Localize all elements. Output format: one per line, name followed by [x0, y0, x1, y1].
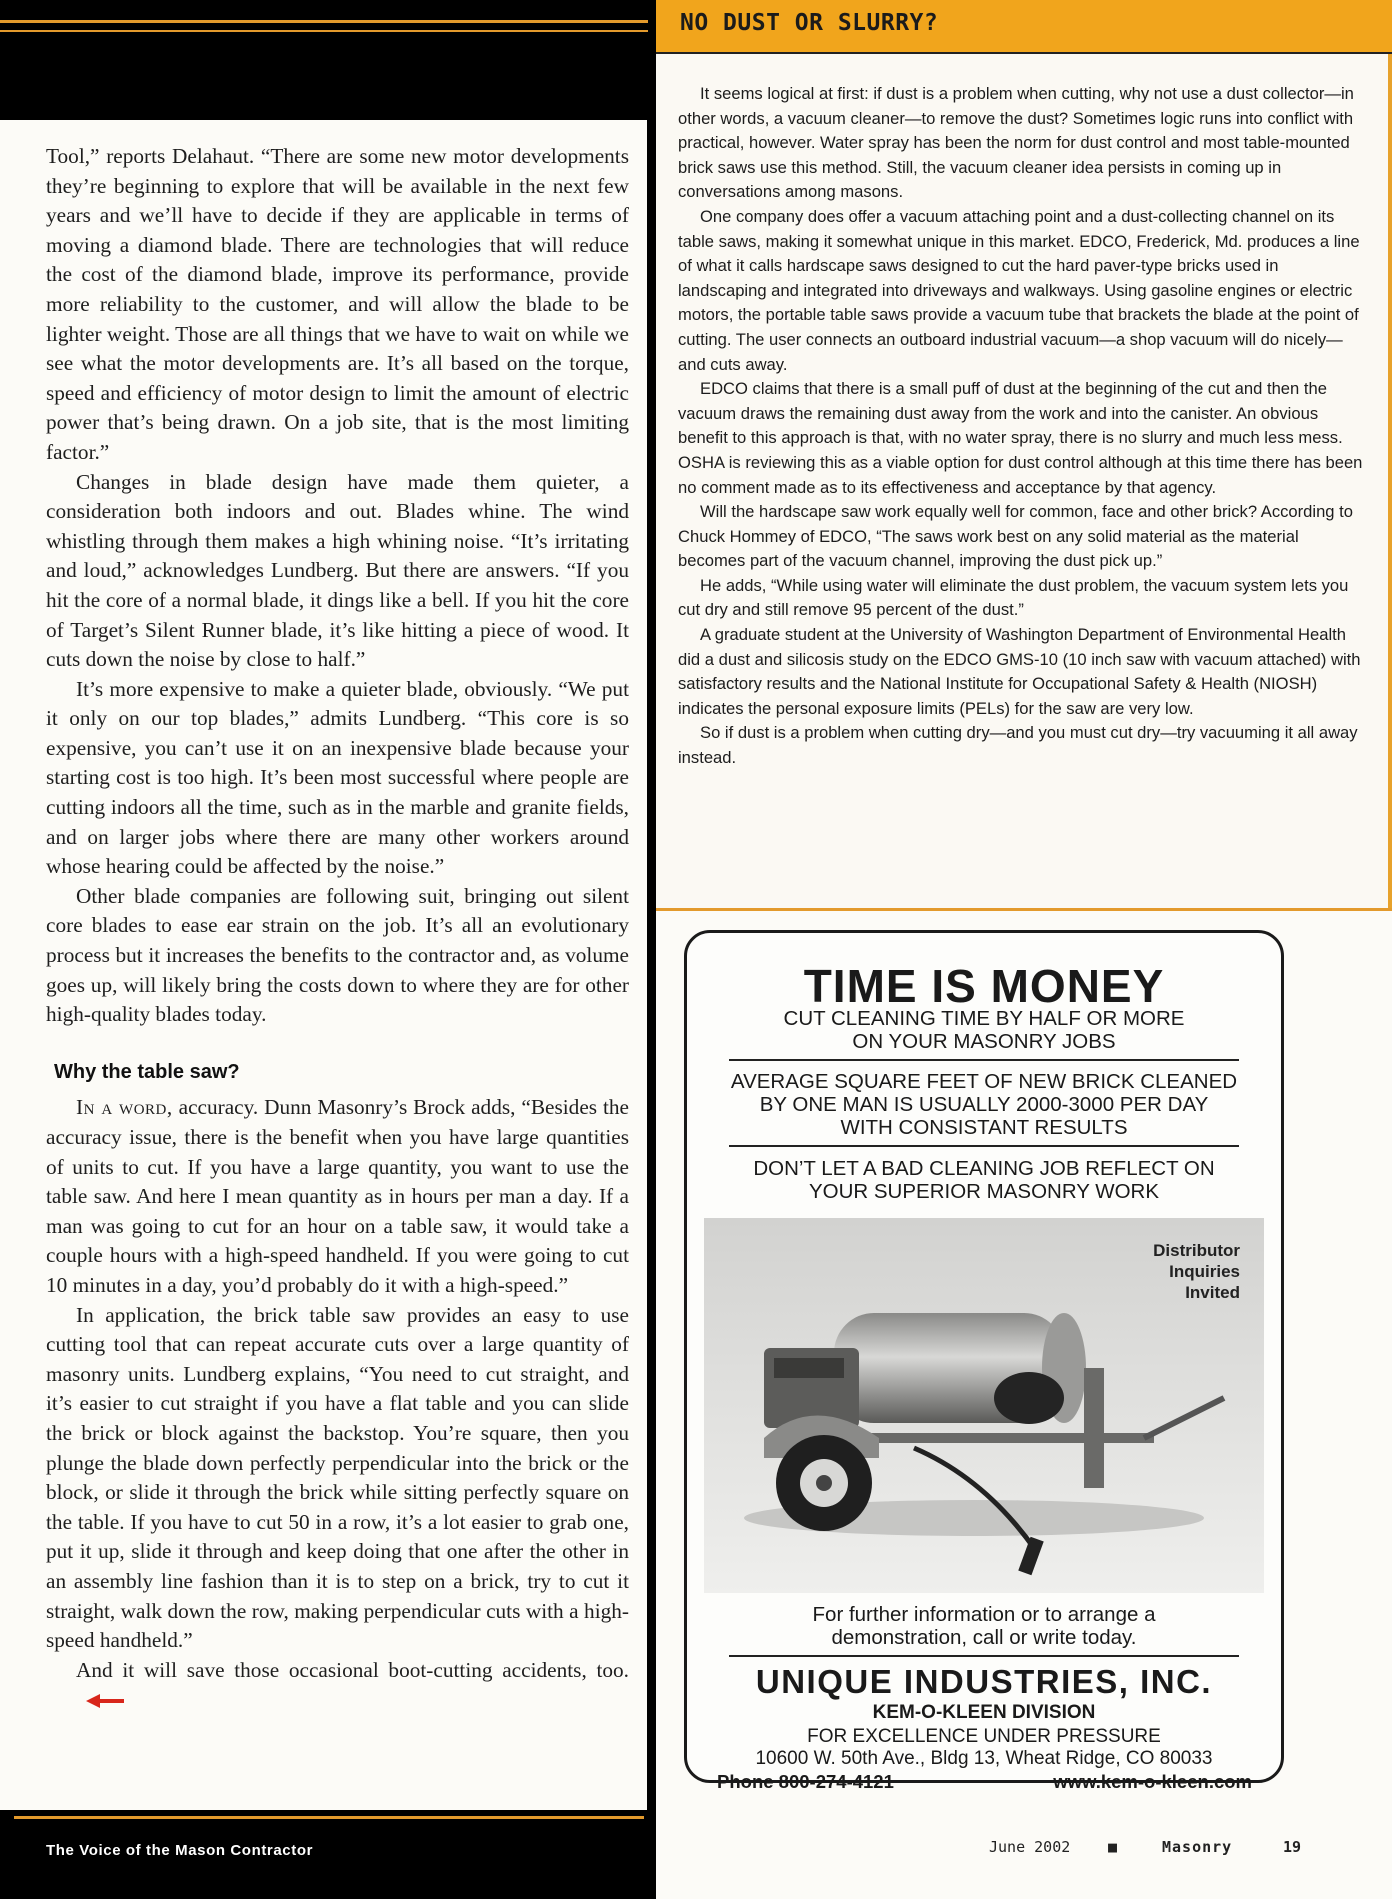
ad-subline: CUT CLEANING TIME BY HALF OR MORE — [783, 1007, 1185, 1030]
distributor-note — [1153, 1240, 1240, 1303]
footer-date: June 2002 — [989, 1838, 1071, 1856]
ad-phone: Phone 800-274-4121 — [717, 1771, 894, 1792]
article-paragraph: In application, the brick table saw provides an easy to use cutting tool that can repeat accurate cuts over a large quantity of masonry units. Lundberg explains, “You need to cut straight, and it’s easier to cut straight if you have a flat table and you can slide the brick or block against the backstop. You’re square, then you plunge the blade down perfectly perpendicular into the brick or the block, or slide it through the brick while sitting perfectly square on the table. If you have to cut 50 in a row, it’s a lot easier to grab one, put it up, slide it through and keep doing that one after the other in an assembly line fashion than it is to step on a brick, try to cut it straight, walk down the row, making perpendicular cuts with a high-speed handheld.” — [46, 1302, 629, 1653]
sidebar-header — [656, 0, 1392, 54]
article-paragraph: Other blade companies are following suit, bringing out silent core blades to ease ear strain on the job. It’s all an evolutionary process but it increases the benefits to the contractor and, as volume goes up, will likely bring the costs down to where they are for other high-quality blades today. — [46, 883, 629, 1027]
ad-website: www.kem-o-kleen.com — [1053, 1771, 1252, 1792]
article-column — [0, 120, 647, 1810]
lead-paragraph-text: accuracy. Dunn Masonry’s Brock adds, “Besides the accuracy issue, there is the benefit when you have large quantities of units to cut. If you have a large quantity, you want to use the table saw. And here I mean quantity as in hours per man a day. If a man was going to cut for an hour on a table saw, it would take a couple hours with a high-speed handheld. If you were going to cut 10 minutes in a day, you’d probably do it with a high-speed.” — [46, 1095, 629, 1297]
sidebar-paragraph: Will the hardscape saw work equally well for common, face and other brick? According to Chuck Hommey of EDCO, “The saws work best on any solid material as the material becomes part of the vacuum channel, improving the dust pick up.” — [678, 502, 1353, 571]
footer-magazine: Masonry — [1162, 1838, 1233, 1856]
equipment-photo — [704, 1218, 1264, 1593]
distributor-line: Invited — [1185, 1283, 1240, 1302]
footer-page-number: 19 — [1283, 1838, 1302, 1856]
sidebar-body — [678, 82, 1363, 771]
column-divider — [648, 0, 656, 1899]
article-paragraph: Tool,” reports Delahaut. “There are some new motor developments they’re beginning to explore that will be available in the next few years and we’ll have to decide if they are applicable in terms of moving a diamond blade. There are technologies that will reduce the cost of the diamond blade, improve its performance, provide more reliability to the customer, and will allow the blade to be lighter weight. Those are all things that we have to wait on while we see what the motor developments are. It’s all based on the torque, speed and efficiency of motor design to limit the amount of electric power that’s being drawn. On a job site, that is the most limiting factor.” — [46, 144, 629, 464]
ad-division: KEM-O-KLEEN DIVISION — [872, 1702, 1096, 1723]
sidebar-paragraph: He adds, “While using water will eliminate the dust problem, the vacuum system lets you cut dry and still remove 95 percent of the dust.” — [678, 575, 1349, 620]
ad-cta-line: demonstration, call or write today. — [831, 1626, 1137, 1649]
closing-text: And it will save those occasional boot-cutting accidents, too. — [76, 1657, 629, 1682]
advertisement — [684, 930, 1284, 1792]
left-footer — [0, 1810, 650, 1899]
article-subhead: Why the table saw? — [54, 1060, 240, 1083]
ad-cta-line: For further information or to arrange a — [812, 1603, 1156, 1626]
sidebar-box — [656, 54, 1392, 909]
ad-warning-line: YOUR SUPERIOR MASONRY WORK — [808, 1180, 1160, 1203]
ad-divider — [729, 1145, 1239, 1147]
footer-rule — [14, 1816, 644, 1819]
ad-address: 10600 W. 50th Ave., Bldg 13, Wheat Ridge, CO 80033 — [755, 1748, 1213, 1769]
ad-stat-line: BY ONE MAN IS USUALLY 2000-3000 PER DAY — [759, 1093, 1209, 1116]
sidebar-paragraph: EDCO claims that there is a small puff of dust at the beginning of the cut and then the vacuum draws the remaining dust away from the work and into the canister. An obvious benefit to this approach is that, with no water spray, there is no slurry and much less mess. OSHA is reviewing this as a viable option for dust control although at this time there has been no comment made as to its effectiveness and acceptance by that agency. — [678, 379, 1363, 497]
article-closing — [46, 1656, 629, 1717]
distributor-line: Inquiries — [1169, 1262, 1240, 1281]
ad-slogan: FOR EXCELLENCE UNDER PRESSURE — [807, 1726, 1161, 1747]
header-rule-bottom — [0, 30, 650, 32]
ad-divider — [729, 1655, 1239, 1657]
ad-subline: ON YOUR MASONRY JOBS — [852, 1030, 1116, 1053]
ad-divider — [729, 1059, 1239, 1061]
right-footer — [656, 1838, 1392, 1878]
sidebar-paragraph: One company does offer a vacuum attaching point and a dust-collecting channel on its table saws, making it somewhat unique in this market. EDCO, Frederick, Md. produces a line of what it calls hardscape saws designed to cut the hard paver-type bricks used in landscaping and integrated into driveways and walkways. Using gasoline engines or electric motors, the portable table saws provide a vacuum tube that brackets the blade at the point of cutting. The user connects an outboard industrial vacuum—a shop vacuum will do nicely—and cuts away. — [678, 206, 1360, 374]
article-body — [46, 142, 629, 1716]
article-paragraph: Changes in blade design have made them quieter, a consideration both indoors and out. Blades whine. The wind whistling through them makes a high whining noise. “It’s irritating and loud,” acknowledges Lundberg. But there are answers. “If you hit the core of a normal blade, it dings like a bell. If you hit the core of Target’s Silent Runner blade, it’s like hitting a piece of wood. It cuts down the noise by close to half.” — [46, 469, 629, 672]
article-paragraph: It’s more expensive to make a quieter blade, obviously. “We put it only on our top blades,” admits Lundberg. “This core is so expensive, you can’t use it on an inexpensive blade because your starting cost is too high. It’s been most successful where people are cutting indoors all the time, such as in the marble and granite fields, and on larger jobs where there are many other workers around whose hearing could be affected by the noise.” — [46, 676, 629, 879]
sidebar-bottom-rule — [656, 908, 1392, 911]
ad-headline: TIME IS MONEY — [803, 960, 1165, 1012]
footer-tagline: The Voice of the Mason Contractor — [46, 1842, 314, 1859]
ad-warning-line: DON’T LET A BAD CLEANING JOB REFLECT ON — [753, 1157, 1215, 1180]
left-header-strip — [0, 0, 656, 120]
sidebar-paragraph: It seems logical at first: if dust is a problem when cutting, why not use a dust collector—in other words, a vacuum cleaner—to remove the dust? Sometimes logic runs into conflict with practical, however. Water spray has been the norm for dust control and most table-mounted brick saws use this method. Still, the vacuum cleaner idea persists in coming up in conversations among masons. — [678, 84, 1354, 202]
sidebar-paragraph: So if dust is a problem when cutting dry—and you must cut dry—try vacuuming it all away instead. — [678, 723, 1358, 768]
ad-stat-line: WITH CONSISTANT RESULTS — [840, 1116, 1128, 1139]
article-paragraph — [46, 1093, 629, 1300]
header-rule-top — [0, 20, 650, 23]
lead-in: In a word, — [76, 1095, 173, 1120]
distributor-line: Distributor — [1153, 1241, 1240, 1260]
sidebar-paragraph: A graduate student at the University of Washington Department of Environmental Health did a dust and silicosis study on the EDCO GMS-10 (10 inch saw with vacuum attached) with satisfactory results and the National Institute for Occupational Safety & Health (NIOSH) indicates the personal exposure limits (PELs) for the saw are very low. — [678, 625, 1361, 718]
ad-company-name: UNIQUE INDUSTRIES, INC. — [755, 1663, 1213, 1700]
sidebar-title: NO DUST OR SLURRY? — [680, 10, 939, 36]
footer-bullet-icon: ■ — [1108, 1838, 1118, 1856]
ad-stat-line: AVERAGE SQUARE FEET OF NEW BRICK CLEANED — [730, 1070, 1238, 1093]
end-mark-icon — [56, 1687, 126, 1717]
